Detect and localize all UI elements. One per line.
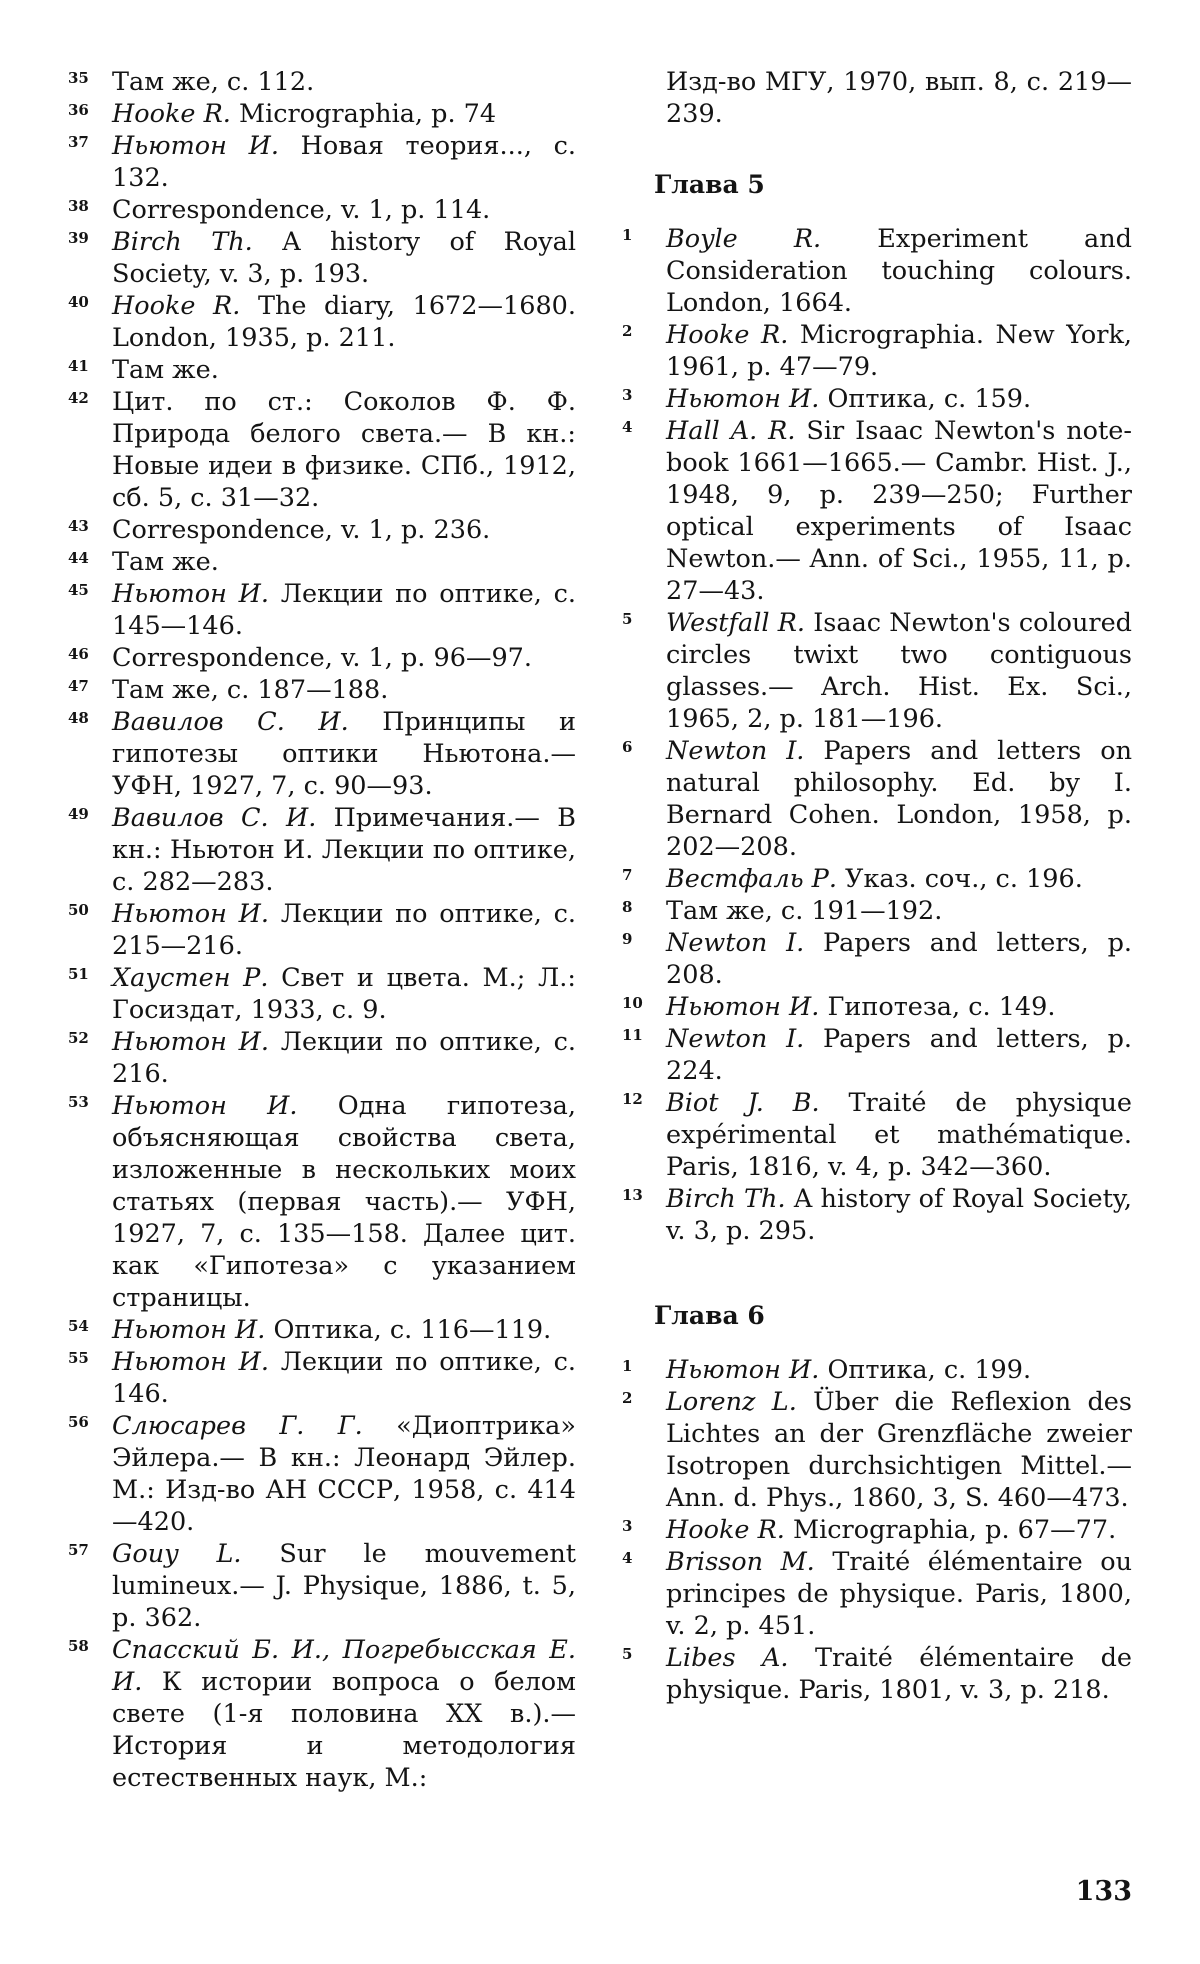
footnote-author: Хаустен Р. xyxy=(112,963,268,993)
footnote-number: 57 xyxy=(68,1534,104,1566)
footnote xyxy=(66,1314,576,1346)
footnote-author: Lorenz L. xyxy=(666,1387,797,1417)
footnote xyxy=(66,1410,576,1538)
footnote xyxy=(620,1514,1132,1546)
footnote-number: 52 xyxy=(68,1022,104,1054)
footnote xyxy=(66,642,576,674)
footnote-author: Hooke R. xyxy=(112,291,240,321)
footnote xyxy=(66,1346,576,1410)
chapter-5-notes xyxy=(620,223,1132,1247)
footnote-author: Спасский Б. И., Погребысская Е. И. xyxy=(112,1635,576,1697)
footnote-number: 8 xyxy=(622,891,658,923)
footnote-author: Ньютон И. xyxy=(112,899,269,929)
footnote-text: A history of Royal Society, v. 3, p. 193. xyxy=(112,227,576,289)
footnote-number: 42 xyxy=(68,382,104,414)
footnote xyxy=(66,1026,576,1090)
footnote-number: 2 xyxy=(622,1382,658,1414)
footnote xyxy=(620,863,1132,895)
footnote xyxy=(620,991,1132,1023)
footnote-number: 56 xyxy=(68,1406,104,1438)
footnote-author: Libes A. xyxy=(666,1643,789,1673)
footnote xyxy=(620,927,1132,991)
footnote-text: Оптика, с. 116—119. xyxy=(265,1315,551,1345)
footnote-text: Correspondence, v. 1, p. 236. xyxy=(112,515,490,545)
footnote-number: 1 xyxy=(622,219,658,251)
footnote-number: 38 xyxy=(68,190,104,222)
footnote xyxy=(620,1386,1132,1514)
footnote-number: 5 xyxy=(622,1638,658,1670)
footnote xyxy=(620,383,1132,415)
footnote-author: Newton I. xyxy=(666,736,804,766)
footnote-author: Вестфаль Р. xyxy=(666,864,837,894)
footnote-author: Ньютон И. xyxy=(112,1347,269,1377)
chapter-5-heading: Глава 5 xyxy=(620,170,1132,199)
footnote-text: Micrographia, p. 67—77. xyxy=(785,1515,1116,1545)
footnote-text: Там же. xyxy=(112,355,219,385)
footnote-number: 5 xyxy=(622,603,658,635)
footnote xyxy=(66,514,576,546)
footnote-number: 9 xyxy=(622,923,658,955)
footnote-author: Brisson M. xyxy=(666,1547,815,1577)
footnote-text: Там же, с. 187—188. xyxy=(112,675,388,705)
footnote-author: Ньютон И. xyxy=(666,1355,819,1385)
right-column xyxy=(620,66,1132,1706)
page-number: 133 xyxy=(1076,1876,1132,1907)
footnote xyxy=(66,290,576,354)
footnote-text: «Диоптрика» Эйлера.— В кн.: Леонард Эйлер. М.: Изд-во АН СССР, 1958, с. 414—420. xyxy=(112,1411,576,1537)
footnote-text: Лекции по оптике, с. 146. xyxy=(112,1347,576,1409)
footnote-number: 49 xyxy=(68,798,104,830)
footnote-number: 45 xyxy=(68,574,104,606)
footnote-author: Newton I. xyxy=(666,1024,804,1054)
footnote-text: Experiment and Consideration touching colours. London, 1664. xyxy=(666,224,1132,318)
left-column xyxy=(66,66,576,1794)
footnote-text: Isaac Newton's coloured circles twixt two contiguous glasses.— Arch. Hist. Ex. Sci., 1965, 2, p. 181—196. xyxy=(666,608,1132,734)
footnote-number: 54 xyxy=(68,1310,104,1342)
footnote-author: Ньютон И. xyxy=(666,384,819,414)
footnote xyxy=(66,1538,576,1634)
footnote-number: 41 xyxy=(68,350,104,382)
footnote-number: 37 xyxy=(68,126,104,158)
footnote-author: Ньютон И. xyxy=(112,579,269,609)
footnote-text: Traité de physique expérimental et mathématique. Paris, 1816, v. 4, p. 342—360. xyxy=(666,1088,1132,1182)
footnote xyxy=(66,354,576,386)
footnote-author: Вавилов С. И. xyxy=(112,803,316,833)
footnote-number: 43 xyxy=(68,510,104,542)
footnote xyxy=(620,607,1132,735)
footnote xyxy=(620,415,1132,607)
footnote-number: 3 xyxy=(622,1510,658,1542)
footnote xyxy=(66,962,576,1026)
footnote xyxy=(66,194,576,226)
footnote-number: 53 xyxy=(68,1086,104,1118)
footnote-author: Hall A. R. xyxy=(666,416,795,446)
footnote-number: 3 xyxy=(622,379,658,411)
footnote-number: 7 xyxy=(622,859,658,891)
footnote-text: Traité élémentaire de physique. Paris, 1801, v. 3, p. 218. xyxy=(666,1643,1132,1705)
footnote xyxy=(620,1546,1132,1642)
footnote-number: 46 xyxy=(68,638,104,670)
footnote xyxy=(620,895,1132,927)
footnote-author: Westfall R. xyxy=(666,608,805,638)
footnote-author: Ньютон И. xyxy=(112,131,279,161)
footnote-text: Оптика, с. 159. xyxy=(819,384,1031,414)
footnote-author: Birch Th. xyxy=(666,1184,786,1214)
footnote xyxy=(66,546,576,578)
footnote-author: Birch Th. xyxy=(112,227,253,257)
footnote-text: Papers and letters on natural philosophy. Ed. by I. Bernard Cohen. London, 1958, p. 202—208. xyxy=(666,736,1132,862)
footnote xyxy=(66,66,576,98)
footnote-text: Принципы и гипотезы оптики Ньютона.— УФН, 1927, 7, с. 90—93. xyxy=(112,707,576,801)
footnote-author: Hooke R. xyxy=(666,1515,785,1545)
footnote-number: 6 xyxy=(622,731,658,763)
footnote-text: Оптика, с. 199. xyxy=(819,1355,1031,1385)
footnote-author: Newton I. xyxy=(666,928,804,958)
footnote-text: Papers and letters, p. 208. xyxy=(666,928,1132,990)
footnote-number: 51 xyxy=(68,958,104,990)
footnote-text: Примечания.— В кн.: Ньютон И. Лекции по оптике, с. 282—283. xyxy=(112,803,576,897)
footnote-author: Gouy L. xyxy=(112,1539,242,1569)
footnote xyxy=(66,226,576,290)
footnote-text: Sur le mouvement lumineux.— J. Physique, 1886, t. 5, p. 362. xyxy=(112,1539,576,1633)
footnote xyxy=(66,898,576,962)
footnote-text: Указ. соч., с. 196. xyxy=(837,864,1083,894)
footnote xyxy=(620,1642,1132,1706)
footnote-text: Свет и цвета. М.; Л.: Госиздат, 1933, с. 9. xyxy=(112,963,576,1025)
footnote-text: The diary, 1672—1680. London, 1935, p. 211. xyxy=(112,291,576,353)
footnote xyxy=(620,1087,1132,1183)
footnote-number: 4 xyxy=(622,411,658,443)
footnote-text: К истории вопроса о белом свете (1-я половина XX в.).— История и методология естественных наук, М.: xyxy=(112,1667,576,1793)
footnote-text: Лекции по оптике, с. 145—146. xyxy=(112,579,576,641)
footnote-text: Гипотеза, с. 149. xyxy=(819,992,1055,1022)
footnote-text: A history of Royal Society, v. 3, p. 295. xyxy=(666,1184,1132,1246)
footnote-text: Цит. по ст.: Соколов Ф. Ф. Природа белого света.— В кн.: Новые идеи в физике. СПб., 1912, сб. 5, с. 31—32. xyxy=(112,387,576,513)
footnote-text: Sir Isaac Newton's note-book 1661—1665.— Cambr. Hist. J., 1948, 9, p. 239—250; Further optical experiments of Isaac Newton.— Ann. of Sci., 1955, 11, p. 27—43. xyxy=(666,416,1132,606)
footnote xyxy=(620,1183,1132,1247)
footnote-number: 44 xyxy=(68,542,104,574)
footnote-text: Correspondence, v. 1, p. 96—97. xyxy=(112,643,532,673)
footnote xyxy=(66,1634,576,1794)
footnote-author: Ньютон И. xyxy=(112,1091,298,1121)
footnote xyxy=(620,1354,1132,1386)
footnote-number: 10 xyxy=(622,987,658,1019)
footnote-text: Одна гипотеза, объясняющая свойства света, изложенные в нескольких моих статьях (первая часть).— УФН, 1927, 7, с. 135—158. Далее цит. как «Гипотеза» с указанием страницы. xyxy=(112,1091,576,1313)
footnote-author: Вавилов С. И. xyxy=(112,707,349,737)
footnote xyxy=(66,578,576,642)
footnote-author: Ньютон И. xyxy=(112,1315,265,1345)
footnote-author: Boyle R. xyxy=(666,224,821,254)
footnote xyxy=(66,802,576,898)
footnote-author: Ньютон И. xyxy=(112,1027,269,1057)
footnote-number: 36 xyxy=(68,94,104,126)
footnote xyxy=(620,319,1132,383)
footnote-number: 2 xyxy=(622,315,658,347)
footnote-number: 48 xyxy=(68,702,104,734)
footnote-text: Лекции по оптике, с. 216. xyxy=(112,1027,576,1089)
continuation-note xyxy=(620,66,1132,130)
footnote-text: Micrographia. New York, 1961, p. 47—79. xyxy=(666,320,1132,382)
footnote xyxy=(620,1023,1132,1087)
footnote-number: 58 xyxy=(68,1630,104,1662)
footnote-number: 13 xyxy=(622,1179,658,1211)
chapter-6-heading: Глава 6 xyxy=(620,1301,1132,1330)
footnote-number: 55 xyxy=(68,1342,104,1374)
footnote-author: Слюсарев Г. Г. xyxy=(112,1411,363,1441)
footnote-author: Ньютон И. xyxy=(666,992,819,1022)
footnote-text: Там же, с. 191—192. xyxy=(666,896,942,926)
footnote-number: 39 xyxy=(68,222,104,254)
continuation-text: Изд-во МГУ, 1970, вып. 8, с. 219—239. xyxy=(666,67,1132,129)
footnote-number: 50 xyxy=(68,894,104,926)
footnote-text: Новая теория..., с. 132. xyxy=(112,131,576,193)
footnote-author: Hooke R. xyxy=(666,320,788,350)
footnote xyxy=(66,1090,576,1314)
footnote xyxy=(66,706,576,802)
footnote-text: Micrographia, p. 74 xyxy=(231,99,496,129)
footnote-number: 40 xyxy=(68,286,104,318)
footnote xyxy=(66,98,576,130)
footnote-text: Там же, с. 112. xyxy=(112,67,314,97)
chapter-6-notes xyxy=(620,1354,1132,1706)
footnote-text: Über die Reflexion des Lichtes an der Grenzfläche zweier Isotropen durchsichtigen Mittel.— Ann. d. Phys., 1860, 3, S. 460—473. xyxy=(666,1387,1132,1513)
footnote-author: Biot J. B. xyxy=(666,1088,820,1118)
footnote xyxy=(620,735,1132,863)
footnote xyxy=(66,674,576,706)
footnote-number: 11 xyxy=(622,1019,658,1051)
footnote-number: 47 xyxy=(68,670,104,702)
footnote-text: Лекции по оптике, с. 215—216. xyxy=(112,899,576,961)
footnote-author: Hooke R. xyxy=(112,99,231,129)
footnote-text: Correspondence, v. 1, p. 114. xyxy=(112,195,490,225)
footnote-text: Traité élémentaire ou principes de physique. Paris, 1800, v. 2, p. 451. xyxy=(666,1547,1132,1641)
footnote-text: Papers and letters, p. 224. xyxy=(666,1024,1132,1086)
footnote-text: Там же. xyxy=(112,547,219,577)
footnote-number: 4 xyxy=(622,1542,658,1574)
footnote xyxy=(620,223,1132,319)
footnote-number: 35 xyxy=(68,62,104,94)
footnote xyxy=(66,386,576,514)
footnote-number: 1 xyxy=(622,1350,658,1382)
footnote xyxy=(66,130,576,194)
footnote-number: 12 xyxy=(622,1083,658,1115)
